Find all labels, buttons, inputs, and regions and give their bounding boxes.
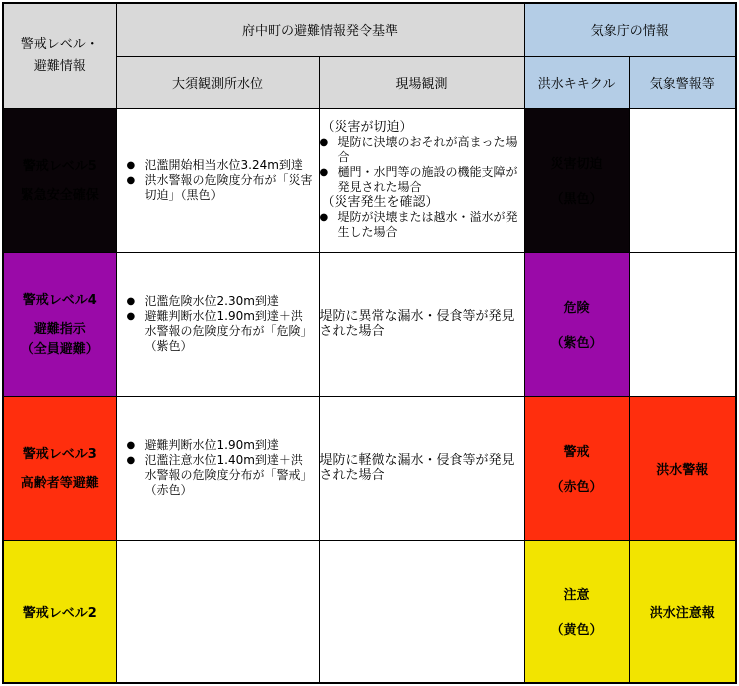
level-header-line2: 避難情報 <box>33 58 86 74</box>
level-label: 警戒レベル3 <box>22 446 97 462</box>
level5-cell <box>3 108 116 252</box>
evacuation-criteria-table <box>2 2 737 684</box>
level-label: 警戒レベル2 <box>22 605 97 621</box>
list-item: ● 避難判断水位1.90m到達 <box>127 438 313 453</box>
level2-cell <box>3 540 116 683</box>
site-observation-criteria <box>319 108 524 252</box>
kikikuru-label: 注意 <box>563 588 590 604</box>
level3-cell <box>3 396 116 540</box>
kikikuru-color: （黒色） <box>550 192 603 207</box>
kikikuru-level5 <box>524 108 629 252</box>
kikikuru-color: （赤色） <box>550 480 603 495</box>
water-level-empty-cell <box>116 540 319 683</box>
kikikuru-level4 <box>524 252 629 396</box>
list-item: ● 堤防が決壊または越水・溢水が発生した場合 <box>320 210 524 240</box>
osu-station-header: 大須観測所水位 <box>116 56 319 108</box>
action-label: 避難指示 <box>33 321 86 337</box>
jma-info-header: 気象庁の情報 <box>524 3 736 56</box>
site-observation-empty-cell <box>319 540 524 683</box>
kikikuru-label: 危険 <box>563 301 590 316</box>
list-item: ● 洪水警報の危険度分布が「災害切迫」（黒色） <box>127 173 313 203</box>
flood-advisory-cell: 洪水注意報 <box>629 540 736 683</box>
level-label: 警戒レベル4 <box>22 292 97 308</box>
list-item: ● 避難判断水位1.90m到達＋洪水警報の危険度分布が「危険」（紫色） <box>127 309 313 354</box>
table-row <box>3 396 736 540</box>
table-row <box>3 108 736 252</box>
water-level-criteria <box>116 108 319 252</box>
list-item: ● 氾濫開始相当水位3.24m到達 <box>127 158 313 173</box>
list-item: ● 氾濫危険水位2.30m到達 <box>127 294 313 309</box>
list-item: ● 堤防に決壊のおそれが高まった場合 <box>320 135 524 165</box>
action-sub-label: （全員避難） <box>20 341 99 357</box>
site-observation-header: 現場観測 <box>319 56 524 108</box>
warning-empty-cell <box>629 252 736 396</box>
flood-warning-cell: 洪水警報 <box>629 396 736 540</box>
level-column-header <box>3 3 116 108</box>
action-label: 高齢者等避難 <box>20 475 99 491</box>
list-item: ● 樋門・水門等の施設の機能支障が発見された場合 <box>320 165 524 195</box>
fuchu-criteria-header: 府中町の避難情報発令基準 <box>116 3 524 56</box>
level-header-line1: 警戒レベル・ <box>20 36 99 52</box>
weather-warning-header: 気象警報等 <box>629 56 736 108</box>
water-level-criteria <box>116 252 319 396</box>
kikikuru-color: （黄色） <box>550 623 603 639</box>
site-observation-criteria: 堤防に異常な漏水・侵食等が発見された場合 <box>319 252 524 396</box>
list-item: ● 氾濫注意水位1.40m到達＋洪水警報の危険度分布が「警戒」（赤色） <box>127 453 313 498</box>
site-observation-criteria: 堤防に軽微な漏水・侵食等が発見された場合 <box>319 396 524 540</box>
table-row <box>3 540 736 683</box>
kikikuru-level2 <box>524 540 629 683</box>
level-label: 警戒レベル5 <box>22 158 97 174</box>
kikikuru-header: 洪水キキクル <box>524 56 629 108</box>
kikikuru-level3 <box>524 396 629 540</box>
warning-empty-cell <box>629 108 736 252</box>
site-note: （災害発生を確認） <box>321 195 439 210</box>
action-label: 緊急安全確保 <box>20 187 99 203</box>
kikikuru-color: （紫色） <box>550 336 603 351</box>
site-note: （災害が切迫） <box>321 120 413 135</box>
kikikuru-label: 警戒 <box>563 445 590 460</box>
kikikuru-label: 災害切迫 <box>550 157 603 172</box>
water-level-criteria <box>116 396 319 540</box>
table-row <box>3 252 736 396</box>
level4-cell <box>3 252 116 396</box>
